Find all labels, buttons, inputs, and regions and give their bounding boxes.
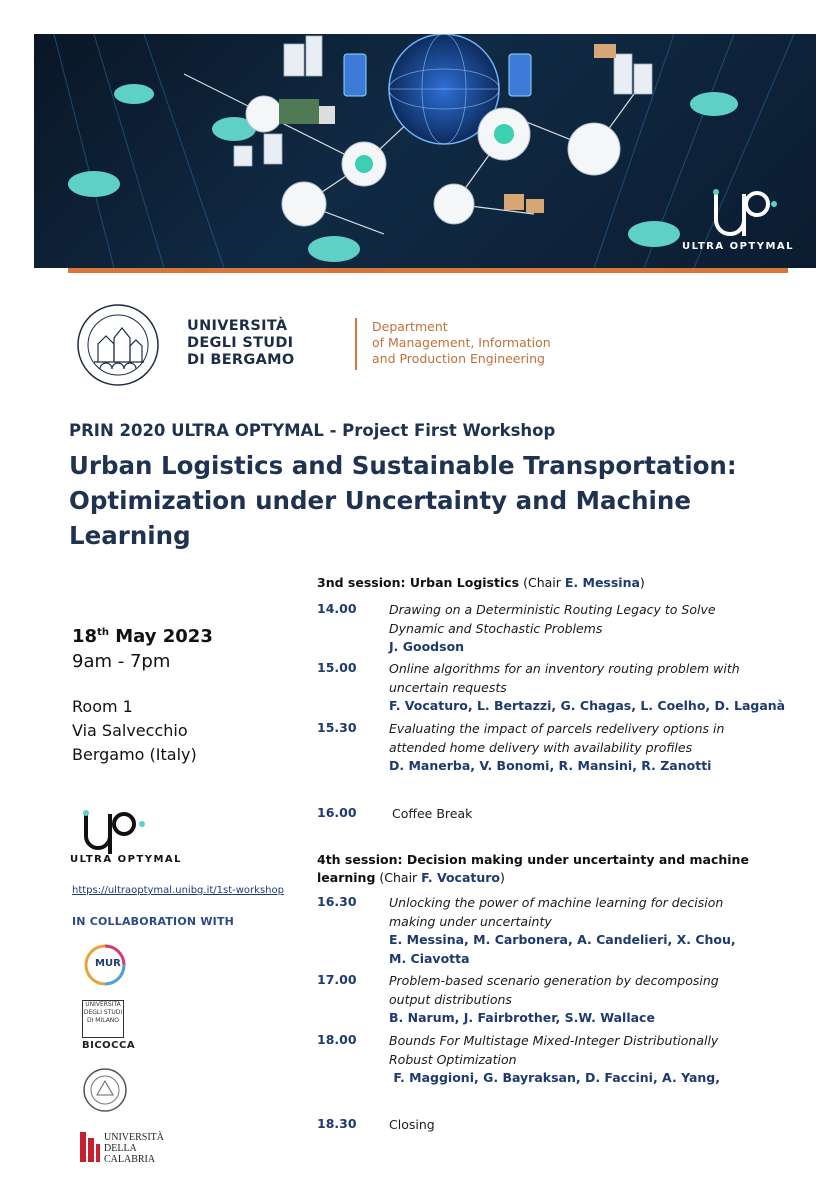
talk-authors: D. Manerba, V. Bonomi, R. Mansini, R. Zanotti bbox=[389, 758, 712, 773]
talk-authors: J. Goodson bbox=[389, 639, 465, 654]
calabria-logo bbox=[80, 1132, 164, 1166]
calabria-line-2: DELLA bbox=[104, 1143, 137, 1154]
university-name bbox=[187, 318, 294, 369]
session4-chair: F. Vocaturo bbox=[421, 870, 501, 885]
date-day: 18 bbox=[72, 626, 98, 647]
talk-time: 15.30 bbox=[317, 720, 357, 735]
venue-line-2: Via Salvecchio bbox=[72, 721, 188, 740]
banner-brand-name: ULTRA OPTYMAL bbox=[682, 241, 795, 252]
talk-details bbox=[389, 720, 789, 776]
title-line-2: Optimization under Uncertainty and Machine bbox=[69, 486, 691, 515]
event-title bbox=[69, 448, 809, 553]
title-line-1: Urban Logistics and Sustainable Transportation: bbox=[69, 451, 737, 480]
session3-title: 3nd session: Urban Logistics bbox=[317, 575, 520, 590]
session4-chair-suffix: ) bbox=[500, 870, 505, 885]
calabria-label bbox=[104, 1132, 164, 1165]
date-rest: May 2023 bbox=[108, 626, 213, 647]
venue-line-3: Bergamo (Italy) bbox=[72, 745, 197, 764]
talk-details bbox=[389, 1032, 789, 1088]
talk-time: 14.00 bbox=[317, 601, 357, 616]
session4-heading-text bbox=[317, 851, 787, 887]
talk-time: 18.00 bbox=[317, 1032, 357, 1047]
calabria-line-1: UNIVERSITÀ bbox=[104, 1132, 164, 1143]
university-name-line-3: DI BERGAMO bbox=[187, 352, 295, 368]
talk-title: making under uncertainty bbox=[389, 913, 552, 929]
talk-authors: B. Narum, J. Fairbrother, S.W. Wallace bbox=[389, 1010, 655, 1025]
talk-authors: F. Maggioni, G. Bayraksan, D. Faccini, A. Yang, bbox=[389, 1070, 720, 1085]
talk-time: 15.00 bbox=[317, 660, 357, 675]
event-info bbox=[72, 626, 302, 767]
title-line-3: Learning bbox=[69, 521, 191, 550]
session3-chair-suffix: ) bbox=[639, 575, 645, 590]
university-seal-partner-icon bbox=[82, 1067, 128, 1113]
talk-authors: F. Vocaturo, L. Bertazzi, G. Chagas, L. Coelho, D. Laganà bbox=[389, 698, 786, 713]
talk-time: 17.00 bbox=[317, 972, 357, 987]
brand-name-small: ULTRA OPTYMAL bbox=[70, 854, 183, 865]
break-label: Coffee Break bbox=[392, 806, 473, 821]
talk-title: Bounds For Multistage Mixed-Integer Distributionally bbox=[389, 1033, 719, 1048]
header-divider bbox=[355, 318, 357, 370]
ultraoptymal-logo-small bbox=[70, 808, 183, 872]
event-date bbox=[72, 626, 302, 647]
department-line-2: of Management, Information bbox=[372, 335, 551, 350]
talk-title: Unlocking the power of machine learning for decision bbox=[389, 895, 724, 910]
event-time: 9am - 7pm bbox=[72, 651, 171, 672]
closing-label: Closing bbox=[389, 1117, 435, 1132]
talk-title: Dynamic and Stochastic Problems bbox=[389, 620, 603, 636]
session4-title-line-1: 4th session: Decision making under uncertainty and machine bbox=[317, 852, 749, 867]
session3-chair: E. Messina bbox=[564, 575, 640, 590]
bicocca-line-1: UNIVERSITÀ bbox=[85, 1001, 121, 1008]
session4-chair-prefix: (Chair bbox=[375, 870, 422, 885]
talk-authors: E. Messina, M. Carbonera, A. Candelieri, X. Chou, bbox=[389, 932, 736, 947]
talk-title: Problem-based scenario generation by decomposing bbox=[389, 973, 719, 988]
talk-title: uncertain requests bbox=[389, 679, 507, 695]
schedule bbox=[317, 574, 787, 1132]
department-name bbox=[372, 319, 551, 367]
orange-divider-bar bbox=[68, 268, 788, 273]
closing-time: 18.30 bbox=[317, 1116, 357, 1131]
talk-title: Online algorithms for an inventory routing problem with bbox=[389, 661, 740, 676]
collaboration-label: IN COLLABORATION WITH bbox=[72, 915, 235, 928]
university-header bbox=[72, 302, 612, 388]
university-name-line-1: UNIVERSITÀ bbox=[187, 318, 288, 334]
session3-chair-prefix: (Chair bbox=[519, 575, 565, 590]
talk-authors: M. Ciavotta bbox=[389, 950, 470, 966]
university-name-line-2: DEGLI STUDI bbox=[187, 335, 294, 351]
department-line-1: Department bbox=[372, 319, 448, 334]
break-time: 16.00 bbox=[317, 805, 357, 820]
university-seal-icon bbox=[72, 302, 164, 388]
talk-time: 16.30 bbox=[317, 894, 357, 909]
seal-logo bbox=[82, 1067, 128, 1117]
bicocca-line-2: DEGLI STUDI bbox=[83, 1009, 123, 1016]
talk-title: attended home delivery with availability profiles bbox=[389, 739, 693, 755]
mur-logo bbox=[82, 942, 128, 992]
header-banner bbox=[34, 34, 816, 268]
bicocca-line-3: DI MILANO bbox=[86, 1017, 120, 1024]
calabria-line-3: CALABRIA bbox=[104, 1154, 156, 1165]
bicocca-logo bbox=[82, 1000, 136, 1052]
bicocca-label: BICOCCA bbox=[82, 1040, 136, 1051]
venue-line-1: Room 1 bbox=[72, 697, 133, 716]
talk-details bbox=[389, 894, 789, 968]
talk-title: Robust Optimization bbox=[389, 1051, 517, 1067]
event-subtitle: PRIN 2020 ULTRA OPTYMAL - Project First Workshop bbox=[69, 421, 556, 440]
mur-label: MUR bbox=[95, 958, 121, 969]
event-venue bbox=[72, 695, 302, 767]
workshop-link[interactable]: https://ultraoptymal.unibg.it/1st-workshop bbox=[72, 885, 284, 896]
bicocca-mark bbox=[82, 1000, 124, 1038]
talk-details bbox=[389, 660, 789, 716]
calabria-mark-icon bbox=[80, 1132, 100, 1162]
session4-title-line-2: learning bbox=[317, 870, 376, 885]
talk-details bbox=[389, 972, 789, 1028]
session4-heading bbox=[317, 851, 787, 887]
talk-details bbox=[389, 601, 789, 657]
department-line-3: and Production Engineering bbox=[372, 351, 545, 366]
date-suffix: th bbox=[97, 627, 109, 638]
session3-heading bbox=[317, 574, 787, 592]
talk-title: output distributions bbox=[389, 991, 512, 1007]
talk-title: Evaluating the impact of parcels redelivery options in bbox=[389, 721, 725, 736]
talk-title: Drawing on a Deterministic Routing Legacy to Solve bbox=[389, 602, 716, 617]
